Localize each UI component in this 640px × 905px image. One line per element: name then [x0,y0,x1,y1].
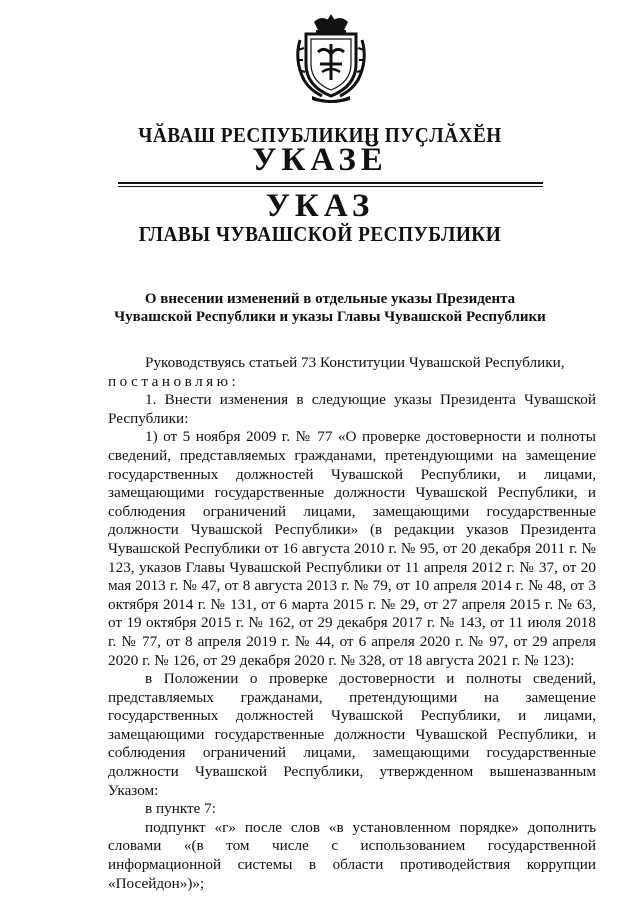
body-paragraph-resolve: постановляю: [108,372,240,390]
subject-line-2: Чувашской Республики и указы Главы Чувашской Республики [114,309,546,325]
decree-subject [100,290,560,326]
issuer-line: ГЛАВЫ ЧУВАШСКОЙ РЕСПУБЛИКИ [138,222,502,246]
body-paragraph-regulation: в Положении о проверке достоверности и полноты сведений, представляемых гражданами, претендующими на замещение государственных должностей Чувашской Республики, и лицами, замещающими государственные должности Чувашской Республики, и соблюдения ограничений лицами, замещающими государственные должности Чувашской Республики, утвержденном вышеназванным Указом: [108,670,596,799]
chuvash-document-title: УКАЗӖ [252,142,388,178]
body-paragraph-subpoint-g: подпункт «г» после слов «в установленном порядке» дополнить словами «(в том числе с использованием государственной информационной системы в области противодействия коррупции «Посейдон»)»; [108,818,596,892]
subject-line-1: О внесении изменений в отдельные указы Президента [144,291,516,307]
body-paragraph-subitem-1: 1) от 5 ноября 2009 г. № 77 «О проверке достоверности и полноты сведений, представляемых гражданами, претендующими на замещение государственных должностей Чувашской Республики, и лицами, замещающими государственные должности Чувашской Республики, и соблюдения ограничений лицами, замещающими государственные должности Чувашской Республики» (в редакции указов Президента Чувашской Республики от 16 августа 2010 г. № 95, от 20 декабря 2011 г. № 123, указов Главы Чувашской Республики от 11 апреля 2012 г. № 37, от 20 мая 2013 г. № 47, от 8 августа 2013 г. № 79, от 10 апреля 2014 г. № 48, от 3 октября 2014 г. № 131, от 6 марта 2015 г. № 29, от 27 апреля 2015 г. № 63, от 19 октября 2015 г. № 162, от 29 декабря 2017 г. № 143, от 11 июля 2018 г. № 77, от 8 апреля 2019 г. № 44, от 6 апреля 2020 г. № 97, от 29 апреля 2020 г. № 126, от 29 декабря 2020 г. № 328, от 18 августа 2021 г. № 123): [108,428,596,669]
coat-of-arms-icon [292,10,370,106]
document-title: УКАЗ [265,188,375,224]
body-paragraph-point-7: в пункте 7: [145,800,216,818]
header-divider [118,182,543,184]
decree-body [108,354,596,893]
chuvash-header-line: ЧӐВАШ РЕСПУБЛИКИН ПУҪЛӐХӖН [138,123,502,147]
body-paragraph-item-1: 1. Внести изменения в следующие указы Президента Чувашской Республики: [108,391,596,427]
header-divider-thin [118,186,543,187]
body-paragraph-preamble: Руководствуясь статьей 73 Конституции Чувашской Республики, [145,354,565,371]
